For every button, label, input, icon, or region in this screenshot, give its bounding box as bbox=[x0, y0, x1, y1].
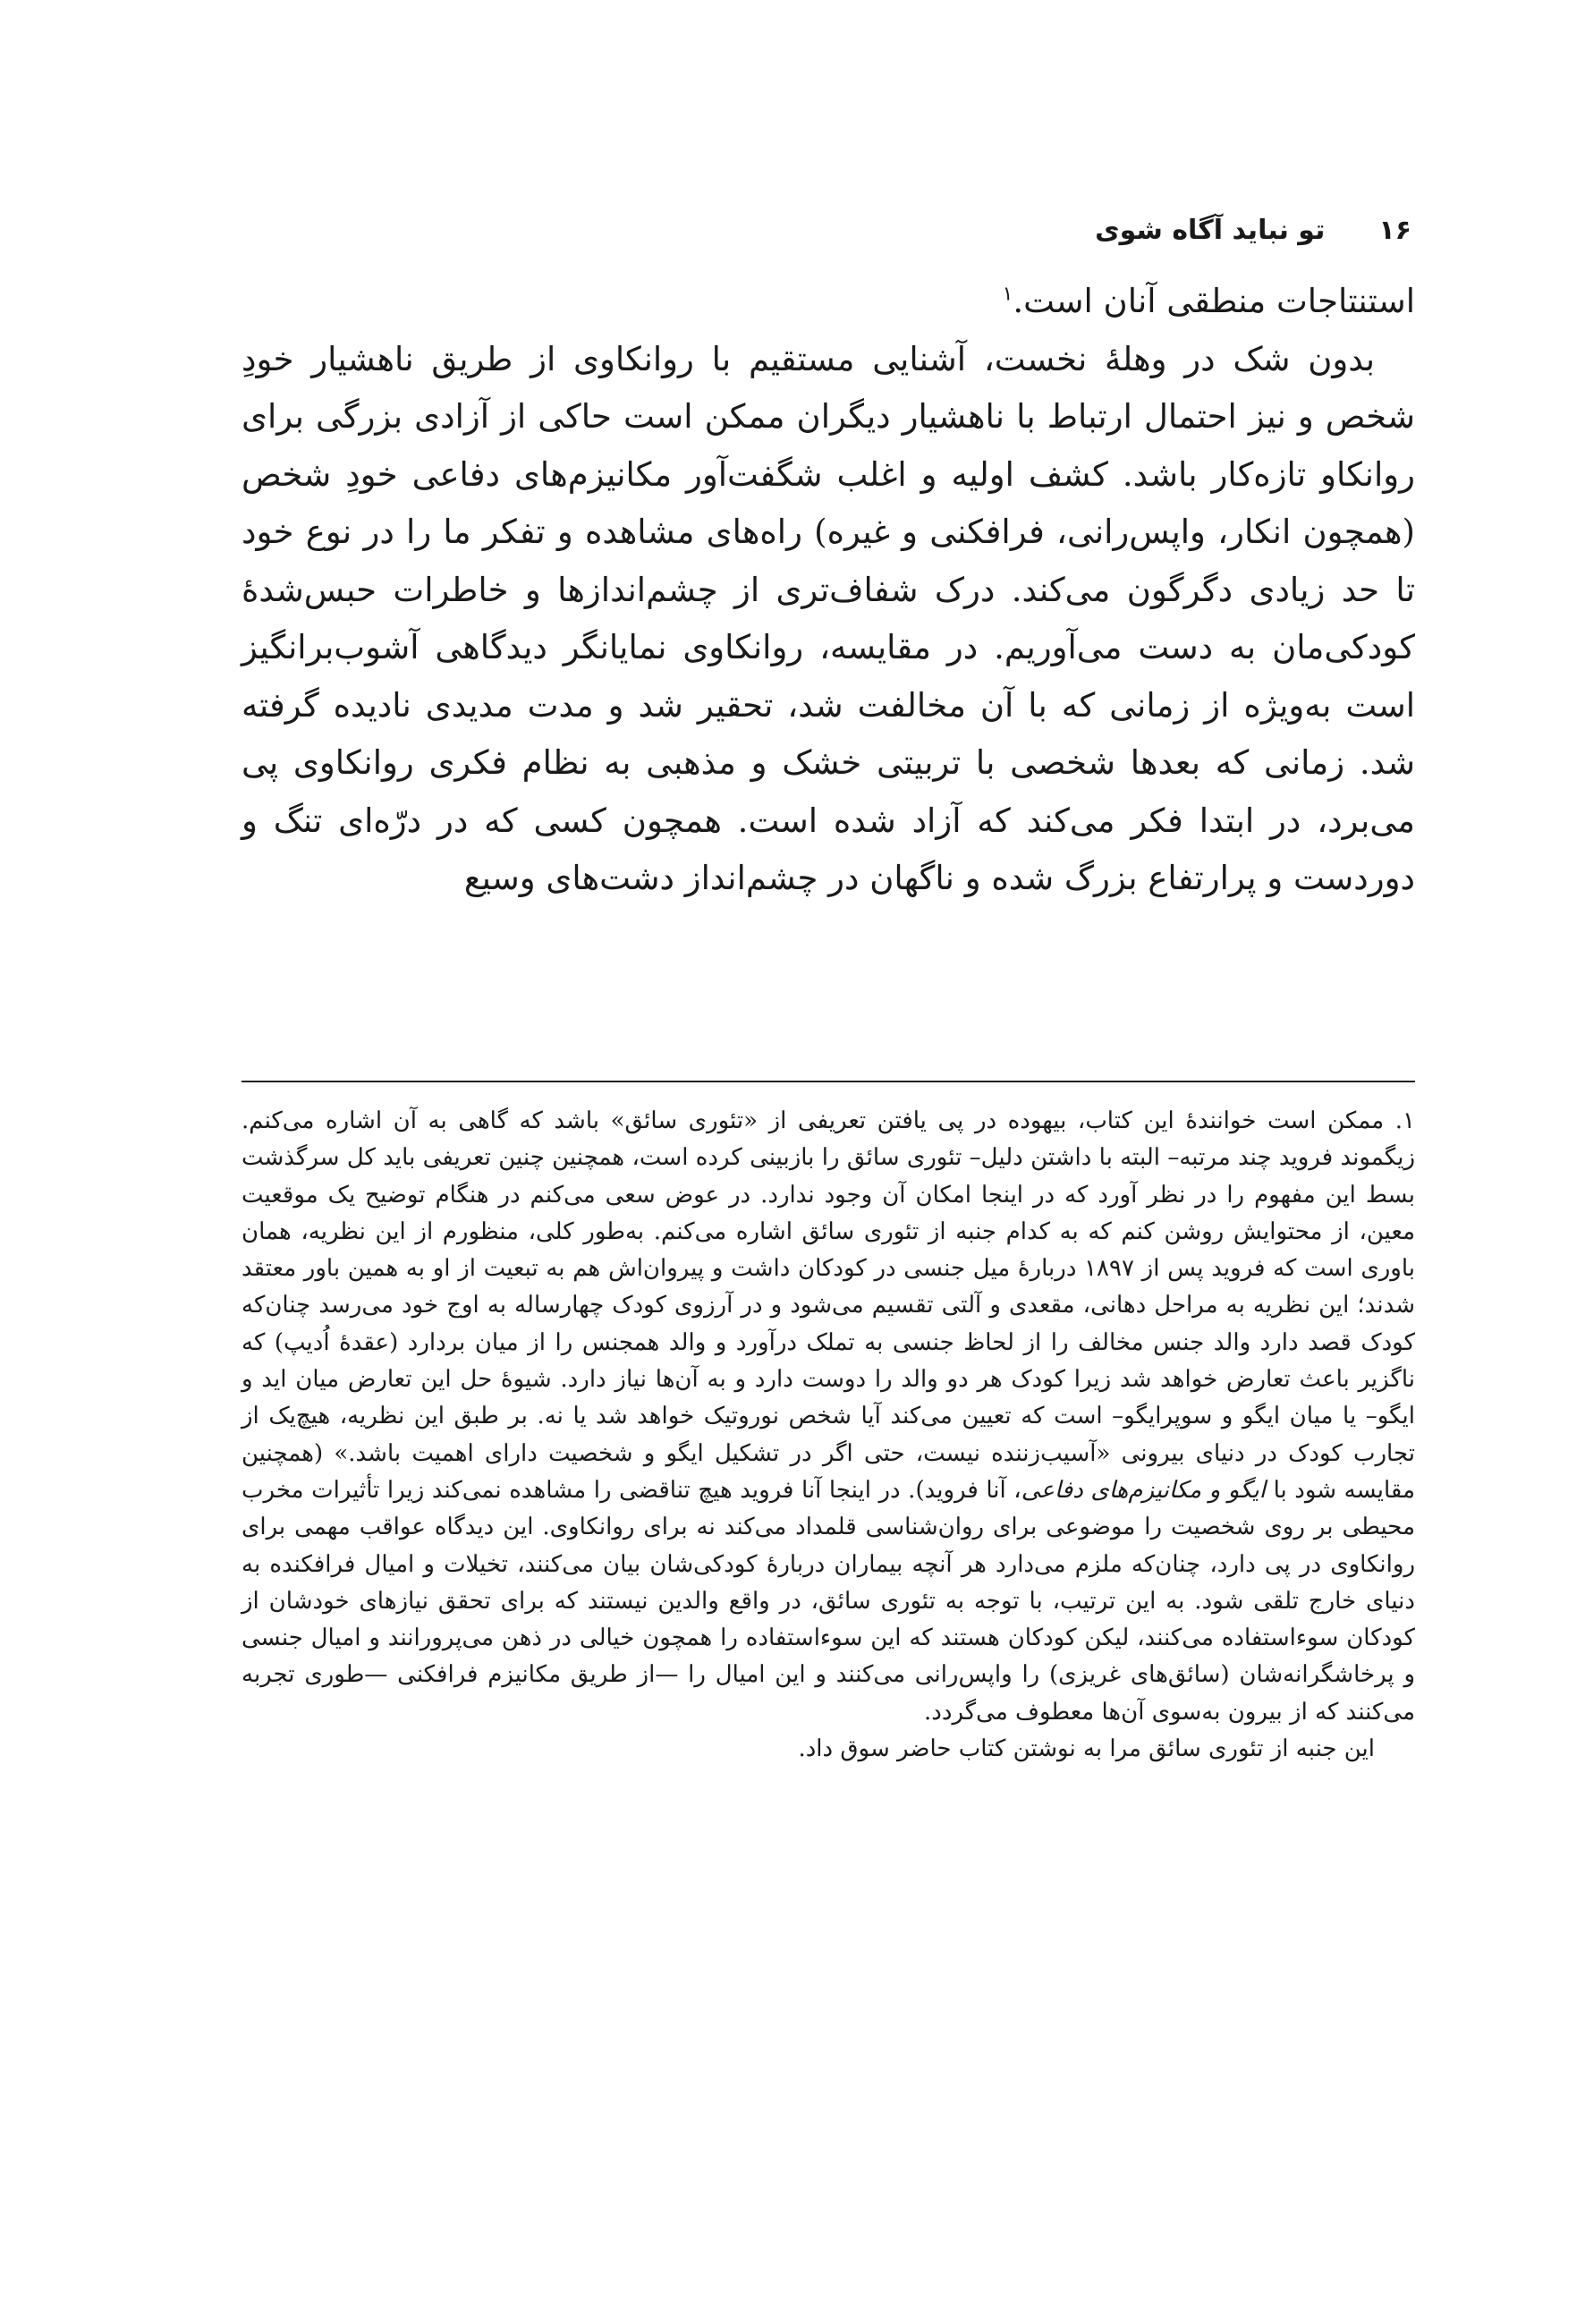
footnote-1 bbox=[242, 1103, 1415, 1731]
paragraph-1 bbox=[242, 273, 1415, 331]
footnote-1-book-title: ایگو و مکانیزم‌های دفاعی bbox=[1021, 1476, 1267, 1504]
page-number: ۱۶ bbox=[1378, 214, 1411, 246]
running-header bbox=[242, 208, 1411, 252]
paragraph-1-text: استنتاجات منطقی آنان است. bbox=[1013, 282, 1415, 320]
footnote-divider bbox=[242, 1081, 1415, 1082]
footnote-1-closing: این جنبه از تئوری سائق مرا به نوشتن کتاب حاضر سوق داد. bbox=[798, 1735, 1375, 1763]
main-text bbox=[242, 273, 1415, 908]
running-title: تو نباید آگاه شوی bbox=[1095, 214, 1326, 246]
paragraph-2: بدون شک در وهلهٔ نخست، آشنایی مستقیم با روانکاوی از طریق ناهشیار خودِ شخص و نیز احتمال ارتباط با ناهشیار دیگران ممکن است حاکی از آزادی بزرگی برای روانکاو تازه‌کار باشد. کشف اولیه و اغلب شگفت‌آور مکانیزم‌های دفاعی خودِ شخص (همچون انکار، واپس‌رانی، فرافکنی و غیره) راه‌های مشاهده و تفکر ما را در نوع خود تا حد زیادی دگرگون می‌کند. درک شفاف‌تری از چشم‌اندازها و خاطرات حبس‌شدهٔ کودکی‌مان به دست می‌آوریم. در مقایسه، روانکاوی نمایانگر دیدگاهی آشوب‌برانگیز است به‌ویژه از زمانی که با آن مخالفت شد، تحقیر شد و مدت مدیدی نادیده گرفته شد. زمانی که بعدها شخصی با تربیتی خشک و مذهبی به نظام فکری روانکاوی پی می‌برد، در ابتدا فکر می‌کند که آزاد شده است. همچون کسی که در درّه‌ای تنگ و دوردست و پرارتفاع بزرگ شده و ناگهان در چشم‌انداز دشت‌های وسیع bbox=[242, 339, 1415, 897]
footnote-1-text-b: ، آنا فروید). در اینجا آنا فروید هیچ تناقضی را مشاهده نمی‌کند زیرا تأثیرات مخرب محیطی بر روی شخصیت را موضوعی برای روان‌شناسی قلمداد می‌کند نه برای روانکاوی. این دیدگاه عواقب مهمی برای روانکاوی در پی دارد، چنان‌که ملزم می‌دارد هر آنچه بیماران دربارهٔ کودکی‌شان بیان می‌کنند، تخیلات و امیال فرافکنده به دنیای خارج تلقی شود. به این ترتیب، با توجه به تئوری سائق، در واقع والدین نیستند که برای تحقق نیازهای خودشان از کودکان سوءاستفاده می‌کنند، لیکن کودکان هستند که این سوءاستفاده را همچون خیالی در ذهن می‌پرورانند و امیال جنسی و پرخاشگرانه‌شان (سائق‌های غریزی) را واپس‌رانی می‌کنند و این امیال را —از طریق مکانیزم فرافکنی —طوری تجربه می‌کنند که از بیرون به‌سوی آن‌ها معطوف می‌گردد. bbox=[242, 1476, 1415, 1726]
footnotes bbox=[242, 1103, 1415, 1768]
footnote-reference: ۱ bbox=[1002, 283, 1013, 306]
footnote-1-text-a: ۱. ممکن است خوانندهٔ این کتاب، بیهوده در پی یافتن تعریفی از «تئوری سائق» باشد که گاهی به آن اشاره می‌کنم. زیگموند فروید چند مرتبه– البته با داشتن دلیل– تئوری سائق را بازبینی کرده است، همچنین چنین تعریفی باید کل سرگذشت بسط این مفهوم را در نظر آورد که در اینجا امکان آن وجود ندارد. در عوض سعی می‌کنم در هنگام توضیح یک موقعیت معین، از محتوایش روشن کنم که به کدام جنبه از تئوری سائق اشاره می‌کنم. به‌طور کلی، منظورم از این نظریه، همان باوری است که فروید پس از ۱۸۹۷ دربارهٔ میل جنسی در کودکان داشت و پیروان‌اش هم به تبعیت از او به همین باور معتقد شدند؛ این نظریه به مراحل دهانی، مقعدی و آلتی تقسیم می‌شود و در آرزوی کودک چهارساله به اوج خود می‌رسد چنان‌که کودک قصد دارد والد جنس مخالف را از لحاظ جنسی به تملک درآورد و والد همجنس را از میان بردارد (عقدهٔ اُدیپ) که ناگزیر باعث تعارض خواهد شد زیرا کودک هر دو والد را دوست دارد و به آن‌ها نیاز دارد. شیوهٔ حل این تعارض میان اید و ایگو– یا میان ایگو و سوپرایگو– است که تعیین می‌کند آیا شخص نوروتیک خواهد شد یا نه. بر طبق این نظریه، هیچ‌یک از تجارب کودک در دنیای بیرونی «آسیب‌زننده نیست، حتی اگر در تشکیل ایگو و شخصیت دارای اهمیت باشد.» (همچنین مقایسه شود با bbox=[242, 1107, 1416, 1504]
